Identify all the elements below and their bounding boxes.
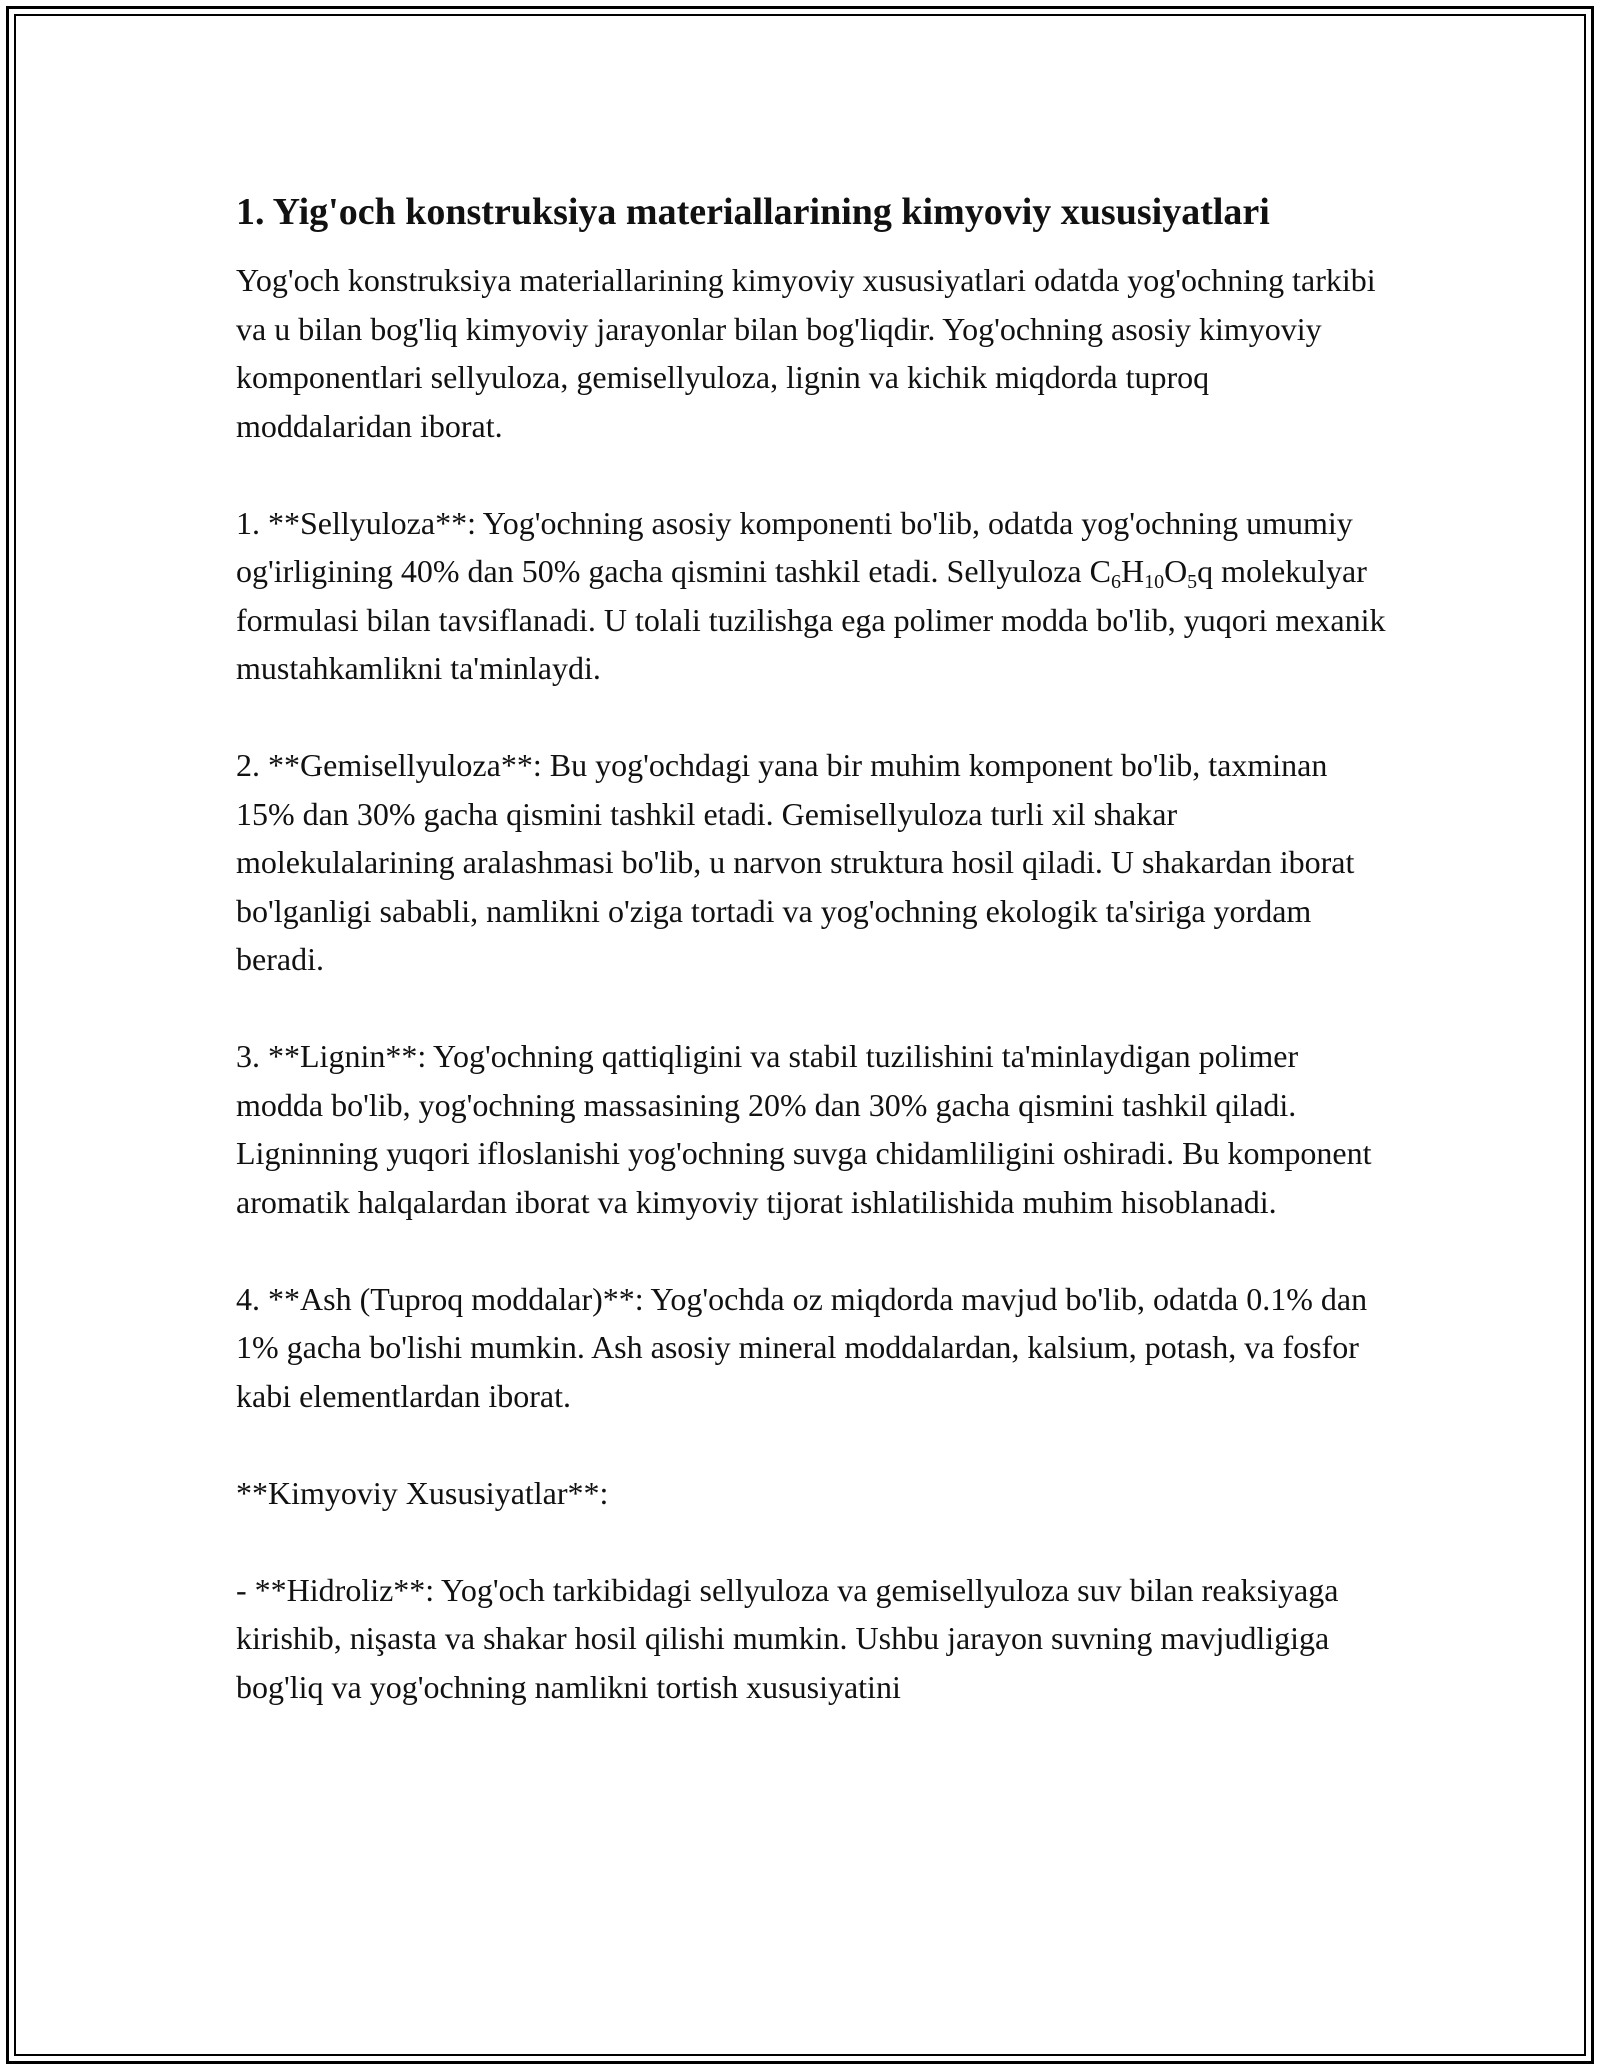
chemical-properties-subheading: **Kimyoviy Xususiyatlar**: — [236, 1474, 609, 1511]
formula-h: H — [1120, 553, 1145, 589]
paragraph-spacer — [236, 1420, 1386, 1469]
item-hemicellulose: 2. **Gemisellyuloza**: Bu yog'ochdagi yana bir muhim komponent bo'lib, taxminan 15% dan 30% gacha qismini tashkil etadi. Gemisellyuloza turli xil shakar molekulalarining aralashmasi bo'lib, u narvon struktura hosil qiladi. U shakardan iborat bo'lganligi sababli, namlikni o'ziga tortadi va yog'ochning ekologik ta'siriga yordam beradi. — [236, 747, 1355, 977]
paragraph-spacer — [236, 1226, 1386, 1275]
section-heading: 1. Yig'och konstruksiya materiallarining kimyoviy xususiyatlari — [236, 191, 1270, 233]
paragraph-spacer — [236, 450, 1386, 499]
item-cellulose — [236, 499, 1386, 693]
paragraph-spacer — [236, 984, 1386, 1033]
document-body — [236, 184, 1386, 1711]
item-cellulose-text-2: q molekulyar formulasi bilan tavsiflanadi. U tolali tuzilishga ega polimer modda bo'lib, yuqori mexanik mustahkamlikni ta'minlaydi. — [236, 553, 1386, 686]
bullet-hydrolysis: - **Hidroliz**: Yog'och tarkibidagi sellyuloza va gemisellyuloza suv bilan reaksiyaga kirishib, nişasta va shakar hosil qilishi mumkin. Ushbu jarayon suvning mavjudligiga bog'liq va yog'ochning namlikni tortish xususiyatini — [236, 1571, 1339, 1705]
item-ash: 4. **Ash (Tuproq moddalar)**: Yog'ochda oz miqdorda mavjud bo'lib, odatda 0.1% dan 1% gacha bo'lishi mumkin. Ash asosiy mineral moddalardan, kalsium, potash, va fosfor kabi elementlardan iborat. — [236, 1280, 1368, 1414]
item-lignin: 3. **Lignin**: Yog'ochning qattiqligini va stabil tuzilishini ta'minlaydigan polimer modda bo'lib, yog'ochning massasining 20% dan 30% gacha qismini tashkil qiladi. Ligninning yuqori ifloslanishi yog'ochning suvga chidamliligini oshiradi. Bu komponent aromatik halqalardan iborat va kimyoviy tijorat ishlatilishida muhim hisoblanadi. — [236, 1038, 1372, 1220]
paragraph-spacer — [236, 1517, 1386, 1566]
paragraph-spacer — [236, 693, 1386, 742]
intro-paragraph: Yog'och konstruksiya materiallarining kimyoviy xususiyatlari odatda yog'ochning tarkibi va u bilan bog'liq kimyoviy jarayonlar bilan bog'liqdir. Yog'ochning asosiy kimyoviy komponentlari sellyuloza, gemisellyuloza, lignin va kichik miqdorda tuproq moddalaridan iborat. — [236, 262, 1376, 444]
formula-subscript-6: 6 — [1110, 571, 1121, 593]
formula-o: O — [1164, 553, 1188, 589]
item-cellulose-text-1: 1. **Sellyuloza**: Yog'ochning asosiy komponenti bo'lib, odatda yog'ochning umumiy og'irligining 40% dan 50% gacha qismini tashkil etadi. Sellyuloza C — [236, 504, 1353, 589]
formula-subscript-5: 5 — [1187, 571, 1198, 593]
formula-subscript-10: 10 — [1144, 571, 1165, 593]
